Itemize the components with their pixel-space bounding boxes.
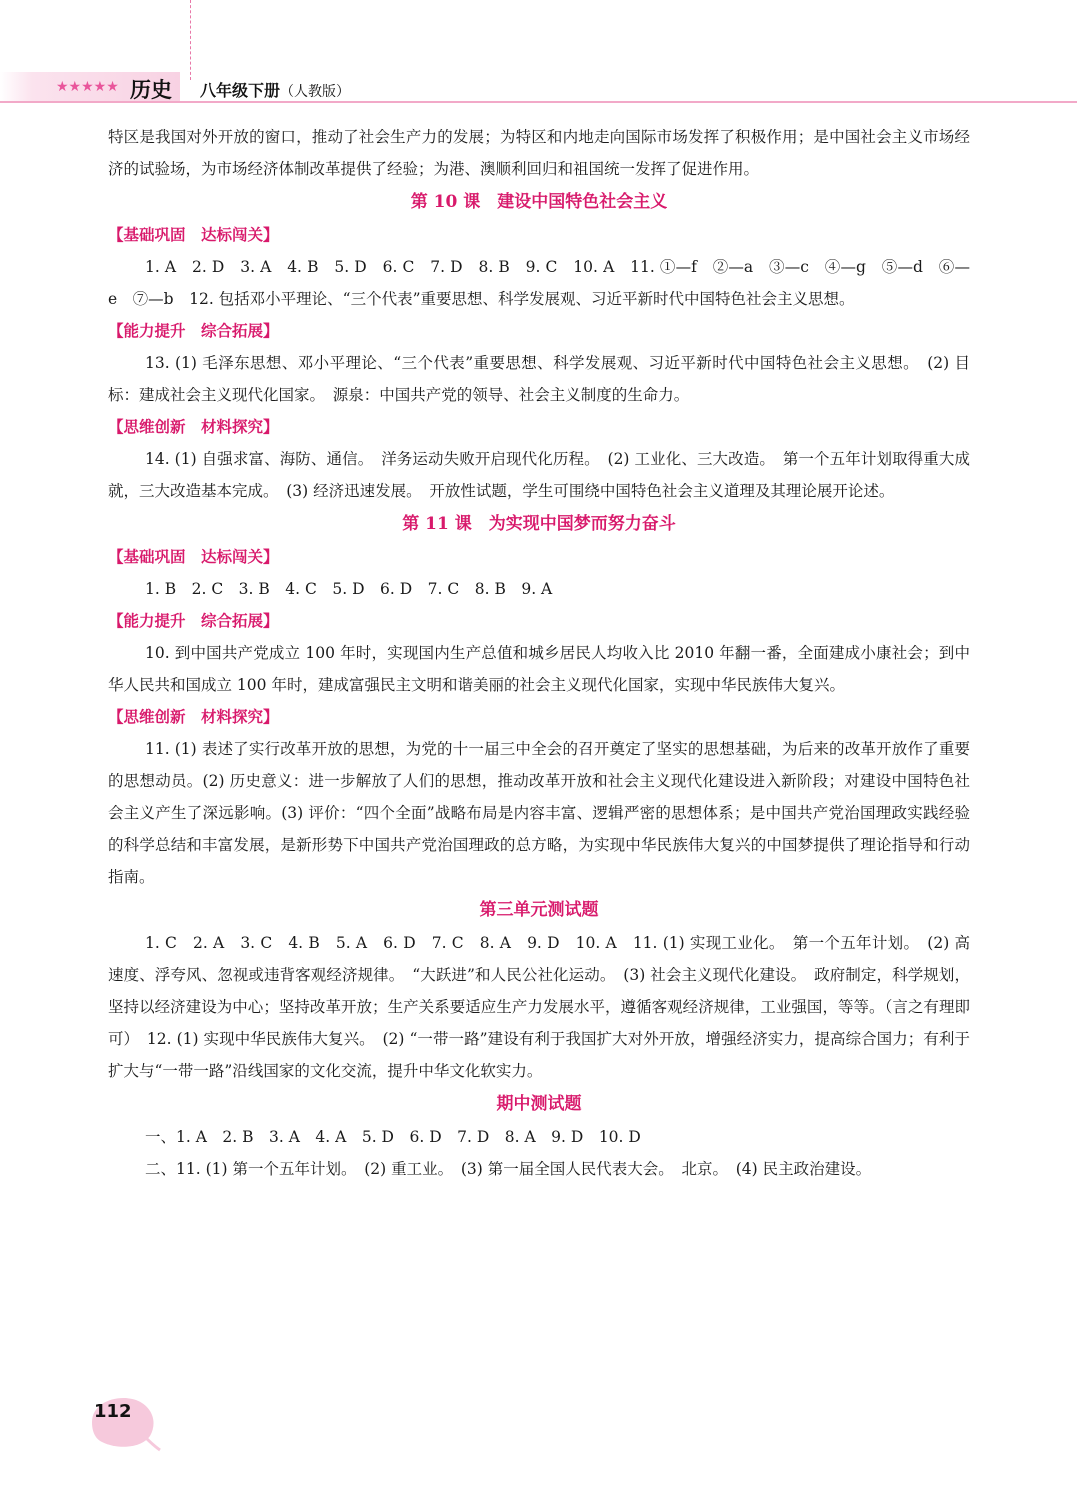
answer-paragraph: 1. B 2. C 3. B 4. C 5. D 6. D 7. C 8. B 9. A <box>145 580 553 598</box>
section-heading: 期中测试题 <box>496 1094 582 1114</box>
subsection-label: 【基础巩固 达标闯关】 <box>108 226 279 244</box>
subject-title: 历史 <box>130 78 172 102</box>
subsection-label: 【思维创新 材料探究】 <box>108 708 279 726</box>
answer-paragraph: 1. A 2. D 3. A 4. B 5. D 6. C 7. D 8. B 9. C 10. A 11. ①—f ②—a ③—c ④—g ⑤—d ⑥—e ⑦—b 12. 包括邓小平理论、“三个代表”重要思想、科学发展观、习近平新时代中国特色社会主义思想。 <box>108 258 970 308</box>
rating-stars-icon: ★★★★★ <box>56 79 119 95</box>
subsection-label: 【思维创新 材料探究】 <box>108 418 279 436</box>
section-heading: 第 11 课 为实现中国梦而努力奋斗 <box>402 514 676 534</box>
section-heading: 第 10 课 建设中国特色社会主义 <box>410 192 668 212</box>
answer-paragraph: 1. C 2. A 3. C 4. B 5. A 6. D 7. C 8. A 9. D 10. A 11. (1) 实现工业化。 第一个五年计划。 (2) 高速度、浮夸风、忽视或违背客观经济规律。 “大跃进”和人民公社化运动。 (3) 社会主义现代化建设。 政府制定，科学规划，坚持以经济建设为中心；坚持改革开放；生产关系要适应生产力发展水平，遵循客观经济规律，工业强国，等等。（言之有理即可） 12. (1) 实现中华民族伟大复兴。 (2) “一带一路”建设有利于我国扩大对外开放，增强经济实力，提高综合国力；有利于扩大与“一带一路”沿线国家的文化交流，提升中华文化软实力。 <box>108 934 970 1080</box>
subsection-label: 【能力提升 综合拓展】 <box>108 322 279 340</box>
answer-paragraph: 14. (1) 自强求富、海防、通信。 洋务运动失败开启现代化历程。 (2) 工业化、三大改造。 第一个五年计划取得重大成就，三大改造基本完成。 (3) 经济迅速发展。 开放性试题，学生可围绕中国特色社会主义道理及其理论展开论述。 <box>108 450 970 500</box>
answer-content <box>108 121 970 1185</box>
edition-text: （人教版） <box>280 84 351 100</box>
answer-paragraph: 特区是我国对外开放的窗口，推动了社会生产力的发展；为特区和内地走向国际市场发挥了积极作用；是中国社会主义市场经济的试验场，为市场经济体制改革提供了经验；为港、澳顺利回归和祖国统一发挥了促进作用。 <box>108 128 970 178</box>
subsection-label: 【能力提升 综合拓展】 <box>108 612 279 630</box>
grade-text: 八年级下册 <box>200 81 281 100</box>
answer-paragraph: 10. 到中国共产党成立 100 年时，实现国内生产总值和城乡居民人均收入比 2010 年翻一番，全面建成小康社会；到中华人民共和国成立 100 年时，建成富强民主文明和谐美丽的社会主义现代化国家，实现中华民族伟大复兴。 <box>108 644 970 694</box>
subsection-label: 【基础巩固 达标闯关】 <box>108 548 279 566</box>
answer-paragraph: 13. (1) 毛泽东思想、邓小平理论、“三个代表”重要思想、科学发展观、习近平新时代中国特色社会主义思想。 (2) 目标：建成社会主义现代化国家。 源泉：中国共产党的领导、社会主义制度的生命力。 <box>108 354 970 404</box>
page-number-badge <box>88 1392 168 1454</box>
section-heading: 第三单元测试题 <box>479 900 599 920</box>
answer-paragraph: 一、1. A 2. B 3. A 4. A 5. D 6. D 7. D 8. A 9. D 10. D <box>145 1128 641 1146</box>
header-dashed-divider <box>190 0 191 80</box>
answer-paragraph: 二、11. (1) 第一个五年计划。 (2) 重工业。 (3) 第一届全国人民代表大会。 北京。 (4) 民主政治建设。 <box>145 1160 872 1178</box>
answer-paragraph: 11. (1) 表述了实行改革开放的思想，为党的十一届三中全会的召开奠定了坚实的思想基础，为后来的改革开放作了重要的思想动员。(2) 历史意义：进一步解放了人们的思想，推动改革开放和社会主义现代化建设进入新阶段；对建设中国特色社会主义产生了深远影响。(3) 评价：“四个全面”战略布局是内容丰富、逻辑严密的思想体系；是中国共产党治国理政实践经验的科学总结和丰富发展，是新形势下中国共产党治国理政的总方略，为实现中华民族伟大复兴的中国梦提供了理论指导和行动指南。 <box>108 740 970 886</box>
grade-label <box>200 78 350 101</box>
page-number: 112 <box>94 1401 132 1422</box>
